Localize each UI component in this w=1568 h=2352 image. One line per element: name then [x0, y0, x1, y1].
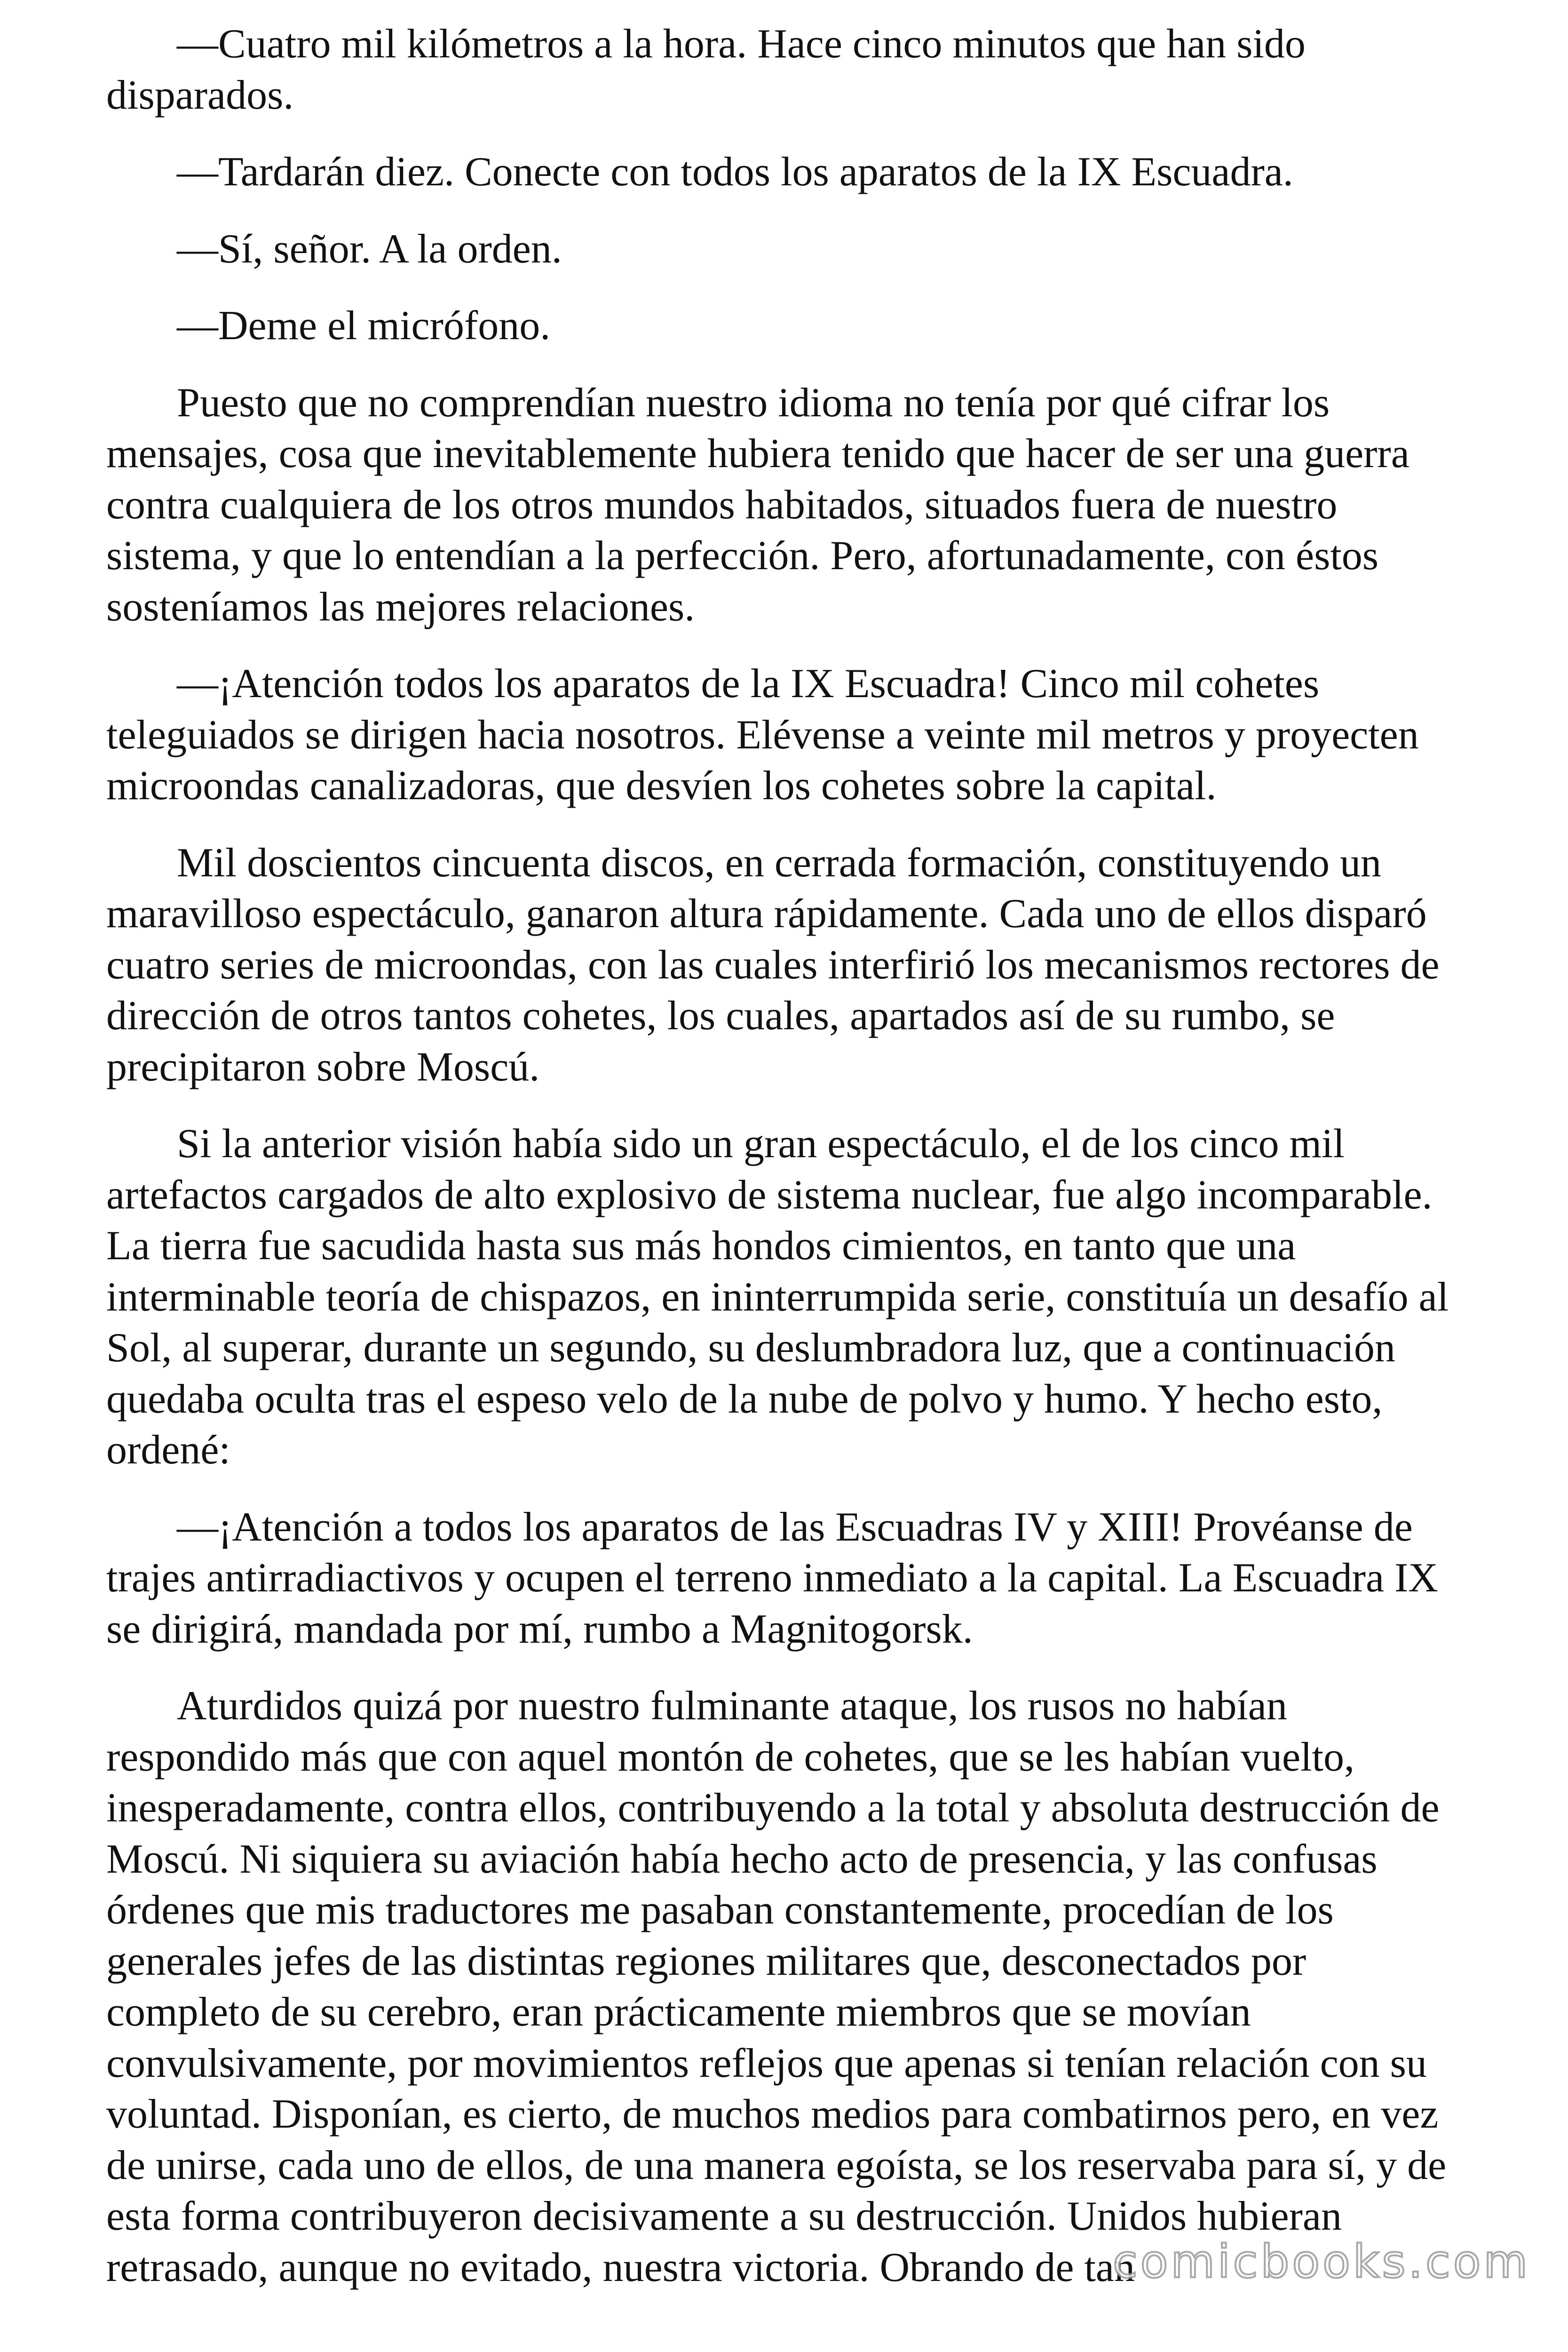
paragraph: —Deme el micrófono. — [177, 303, 551, 349]
paragraph: —Tardarán diez. Conecte con todos los aparatos de la IX Escuadra. — [177, 149, 1293, 195]
book-page — [106, 19, 1465, 2319]
paragraph: —¡Atención todos los aparatos de la IX Escuadra! Cinco mil cohetes teleguiados se dirigen hacia nosotros. Elévense a veinte mil metros y proyecten microondas canalizadoras, que desvíen los cohetes sobre la capital. — [106, 661, 1419, 809]
paragraph: Mil doscientos cincuenta discos, en cerrada formación, constituyendo un maravilloso espectáculo, ganaron altura rápidamente. Cada uno de ellos disparó cuatro series de microondas, con las cuales interfirió los mecanismos rectores de dirección de otros tantos cohetes, los cuales, apartados así de su rumbo, se precipitaron sobre Moscú. — [106, 840, 1440, 1090]
paragraph: —Cuatro mil kilómetros a la hora. Hace cinco minutos que han sido disparados. — [106, 21, 1306, 118]
paragraph: Puesto que no comprendían nuestro idioma no tenía por qué cifrar los mensajes, cosa que inevitablemente hubiera tenido que hacer de ser una guerra contra cualquiera de los otros mundos habitados, situados fuera de nuestro sistema, y que lo entendían a la perfección. Pero, afortunadamente, con éstos sosteníamos las mejores relaciones. — [106, 380, 1410, 630]
watermark: comicbooks.com — [1112, 2235, 1530, 2288]
paragraph: —¡Atención a todos los aparatos de las Escuadras IV y XIII! Provéanse de trajes antirradiactivos y ocupen el terreno inmediato a la capital. La Escuadra IX se dirigirá, mandada por mí, rumbo a Magnitogorsk. — [106, 1504, 1438, 1652]
paragraph: —Sí, señor. A la orden. — [177, 226, 562, 272]
paragraph: Si la anterior visión había sido un gran espectáculo, el de los cinco mil artefactos cargados de alto explosivo de sistema nuclear, fue algo incomparable. La tierra fue sacudida hasta sus más hondos cimientos, en tanto que una interminable teoría de chispazos, en ininterrumpida serie, constituía un desafío al Sol, al superar, durante un segundo, su deslumbradora luz, que a continuación quedaba oculta tras el espeso velo de la nube de polvo y humo. Y hecho esto, ordené: — [106, 1121, 1449, 1473]
paragraph: Aturdidos quizá por nuestro fulminante ataque, los rusos no habían respondido más que con aquel montón de cohetes, que se les habían vuelto, inesperadamente, contra ellos, contribuyendo a la total y absoluta destrucción de Moscú. Ni siquiera su aviación había hecho acto de presencia, y las confusas órdenes que mis traductores me pasaban constantemente, procedían de los generales jefes de las distintas regiones militares que, desconectados por completo de su cerebro, eran prácticamente miembros que se movían convulsivamente, por movimientos reflejos que apenas si tenían relación con su voluntad. Disponían, es cierto, de muchos medios para combatirnos pero, en vez de unirse, cada uno de ellos, de una manera egoísta, se los reservaba para sí, y de esta forma contribuyeron decisivamente a su destrucción. Unidos hubieran retrasado, aunque no evitado, nuestra victoria. Obrando de tan — [106, 1683, 1447, 2290]
